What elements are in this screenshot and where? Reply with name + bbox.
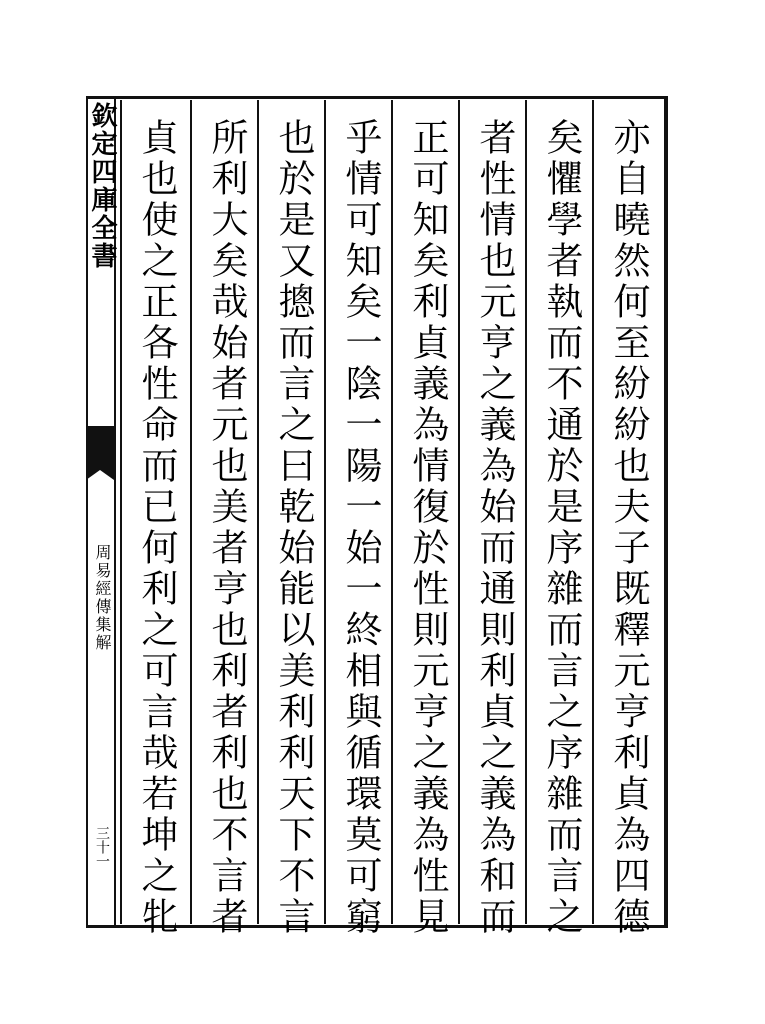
text-line: 乎情可知矣一陰一陽一始一終相與循環莫可窮 xyxy=(339,118,382,938)
text-column-4 xyxy=(391,100,457,938)
text-column-3 xyxy=(458,100,524,938)
text-column-8 xyxy=(120,100,190,938)
text-line: 貞也使之正各性命而已何利之可言哉若坤之牝 xyxy=(135,118,178,938)
text-line: 所利大矣哉始者元也美者亨也利者利也不言者 xyxy=(205,118,248,938)
page-number: 三十一 xyxy=(94,826,110,868)
text-column-5 xyxy=(324,100,390,938)
fish-tail-mark-icon xyxy=(86,426,114,470)
text-column-2 xyxy=(525,100,591,938)
text-line: 也於是又摠而言之曰乾始能以美利利天下不言 xyxy=(272,118,315,938)
text-column-7 xyxy=(190,100,256,938)
text-line: 者性情也元亨之義為始而通則利貞之義為和而 xyxy=(473,118,516,938)
text-line: 正可知矣利貞義為情復於性則元亨之義為性見 xyxy=(406,118,449,938)
book-title: 周易經傳集解 xyxy=(93,544,112,652)
text-line: 亦自曉然何至紛紛也夫子既釋元亨利貞為四德 xyxy=(607,118,650,938)
text-column-1 xyxy=(592,100,658,938)
text-line: 矣懼學者執而不通於是序雜而言之序雜而言之 xyxy=(540,118,583,938)
margin-column xyxy=(86,96,116,928)
collection-title: 欽定四庫全書 xyxy=(87,102,117,270)
text-column-6 xyxy=(257,100,323,938)
